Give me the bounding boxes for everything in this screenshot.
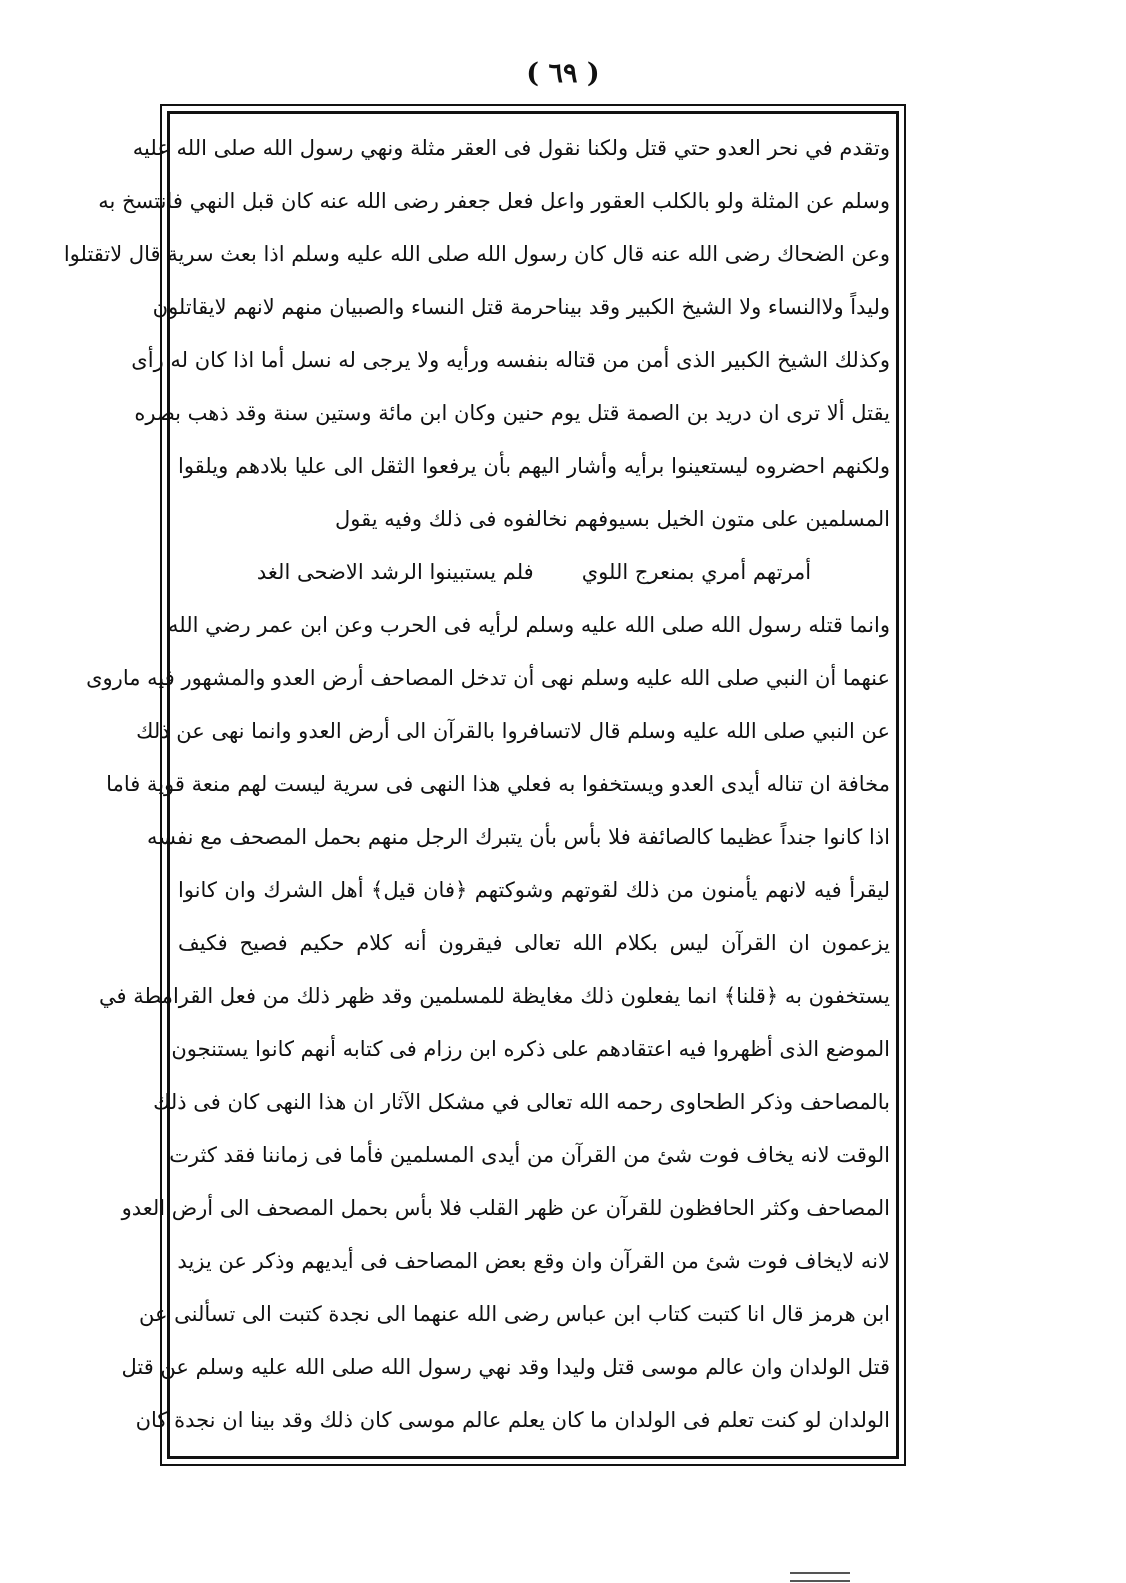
text-line: مخافة ان تناله أيدى العدو ويستخفوا به فعلي هذا النهى فى سرية ليست لهم منعة قوية فاما (106, 772, 890, 796)
text-line: بالمصاحف وذكر الطحاوى رحمه الله تعالى في مشكل الآثار ان هذا النهى كان فى ذلك (153, 1090, 890, 1114)
text-line: اذا كانوا جنداً عظيما كالصائفة فلا بأس بأن يتبرك الرجل منهم بحمل المصحف مع نفسه (146, 825, 890, 849)
text-line: يستخفون به ﴿قلنا﴾ انما يفعلون ذلك مغايظة للمسلمين وقد ظهر ذلك من فعل القرامطة في (99, 984, 890, 1008)
text-line: لانه لايخاف فوت شئ من القرآن وان وقع بعض المصاحف فى أيديهم وذكر عن يزيد (177, 1249, 890, 1273)
text-line: المسلمين على متون الخيل بسيوفهم نخالفوه فى ذلك وفيه يقول (335, 507, 890, 531)
text-line: قتل الولدان وان عالم موسى قتل وليدا وقد نهي رسول الله صلى الله عليه وسلم عن قتل (121, 1355, 890, 1379)
text-line: عن النبي صلى الله عليه وسلم قال لاتسافروا بالقرآن الى أرض العدو وانما نهى عن ذلك (136, 719, 890, 743)
text-line: الوقت لانه يخاف فوت شئ من القرآن من أيدى المسلمين فأما فى زماننا فقد كثرت (169, 1143, 890, 1167)
verse-second-hemistich: فلم يستبينوا الرشد الاضحى الغد (256, 560, 534, 584)
text-line: ليقرأ فيه لانهم يأمنون من ذلك لقوتهم وشوكتهم ﴿فان قيل﴾ أهل الشرك وان كانوا (178, 878, 890, 902)
text-line: وانما قتله رسول الله صلى الله عليه وسلم لرأيه فى الحرب وعن ابن عمر رضي الله (168, 613, 890, 637)
verse-first-hemistich: أمرتهم أمري بمنعرج اللوي (581, 560, 812, 584)
footer-ornament (790, 1572, 850, 1582)
text-line: ابن هرمز قال انا كتبت كتاب ابن عباس رضى الله عنهما الى نجدة كتبت الى تسألنى عن (138, 1302, 890, 1326)
text-body (63, 122, 890, 1447)
text-line: يقتل ألا ترى ان دريد بن الصمة قتل يوم حنين وكان ابن مائة وستين سنة وقد ذهب بصره (134, 401, 890, 425)
text-line: وعن الضحاك رضى الله عنه قال كان رسول الله صلى الله عليه وسلم اذا بعث سرية قال لاتقتلوا (63, 242, 890, 266)
text-line: ولكنهم احضروه ليستعينوا برأيه وأشار اليهم بأن يرفعوا الثقل الى عليا بلادهم ويلقوا (178, 454, 890, 478)
text-line: وكذلك الشيخ الكبير الذى أمن من قتاله بنفسه ورأيه ولا يرجى له نسل أما اذا كان له رأى (131, 348, 890, 372)
text-line: وتقدم في نحر العدو حتي قتل ولكنا نقول فى العقر مثلة ونهي رسول الله صلى الله عليه (132, 136, 890, 160)
text-line: الموضع الذى أظهروا فيه اعتقادهم على ذكره ابن رزام فى كتابه أنهم كانوا يستنجون (171, 1037, 890, 1061)
text-line: وليداً ولاالنساء ولا الشيخ الكبير وقد بيناحرمة قتل النساء والصبيان منهم لانهم لايقاتلون (152, 295, 890, 319)
text-line: الولدان لو كنت تعلم فى الولدان ما كان يعلم عالم موسى كان ذلك وقد بينا ان نجدة كان (135, 1408, 890, 1432)
poetry-verse (178, 546, 890, 599)
page-number: ( ٦٩ ) (526, 58, 600, 89)
text-line: وسلم عن المثلة ولو بالكلب العقور واعل فعل جعفر رضى الله عنه كان قبل النهي فانتسخ به (98, 189, 890, 213)
text-line: يزعمون ان القرآن ليس بكلام الله تعالى فيقرون أنه كلام حكيم فصيح فكيف (178, 931, 890, 955)
text-line: عنهما أن النبي صلى الله عليه وسلم نهى أن تدخل المصاحف أرض العدو والمشهور فيه ماروى (86, 666, 890, 690)
text-line: المصاحف وكثر الحافظون للقرآن عن ظهر القلب فلا بأس بحمل المصحف الى أرض العدو (121, 1196, 890, 1220)
